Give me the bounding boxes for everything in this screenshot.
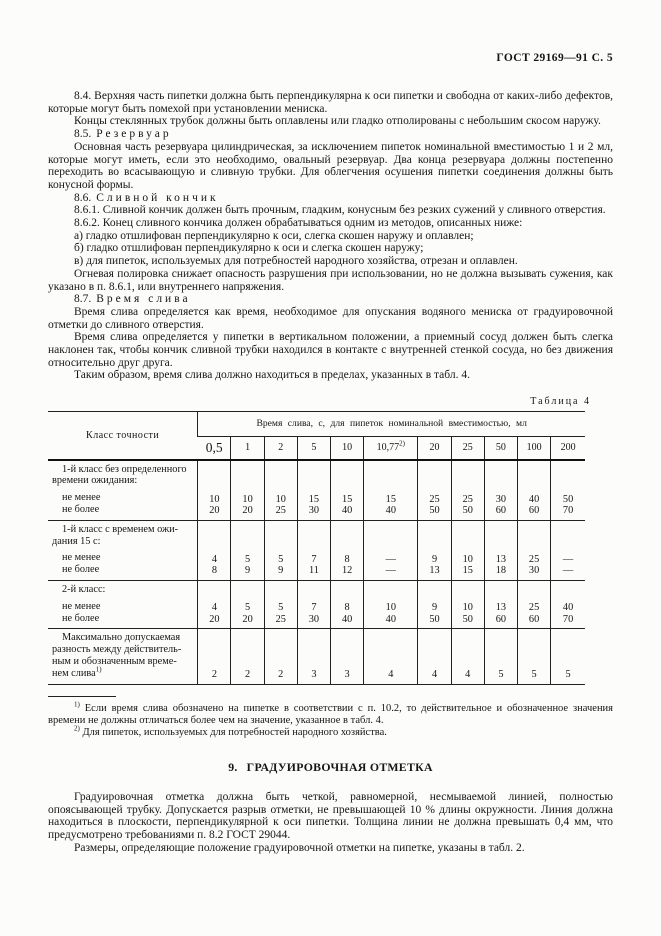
table-value-cell: 15 40: [364, 460, 418, 521]
paragraph-reservoir: Основная часть резервуара цилиндрическая, за исключением пипеток номинальной вместимостью 1 и 2 мл, которые могут иметь, если это необходимо, овальный резервуар. Два конца резервуара должны постепенно переходить во всасывающую и сливную трубки. Для облегчения осушения пипетки соединения должны быть конусной формы.: [48, 140, 613, 191]
table-value-cell: 8 40: [331, 581, 364, 629]
table-value-cell: 5 9: [264, 520, 297, 580]
subheading-title: Резервуар: [96, 128, 172, 141]
table-value-cell: 4 8: [198, 520, 231, 580]
table-group-label: 1-й класс без определенного времени ожидания: не менее не более: [48, 460, 198, 521]
table-value-cell: 10 50: [451, 581, 484, 629]
paragraph-drain-time-def: Время слива определяется как время, необходимое для опускания водяного мениска от градуировочной отметки до сливного отверстия.: [48, 305, 613, 331]
table-value-cell: 8 12: [331, 520, 364, 580]
section-9-heading: [48, 760, 613, 775]
footnote-text: Для пипеток, используемых для потребностей народного хозяйства.: [82, 727, 387, 739]
table-value-cell: 50 70: [551, 460, 585, 521]
table-value-cell: 2: [198, 629, 231, 684]
table-value-cell: — —: [364, 520, 418, 580]
table-value-cell: 25 60: [517, 581, 550, 629]
table-value-cell: 13 60: [484, 581, 517, 629]
subheading-8-5: [48, 128, 613, 141]
paragraph-8-6-2: 8.6.2. Конец сливного кончика должен обрабатываться одним из методов, описанных ниже:: [74, 217, 523, 230]
table-value-cell: 4: [451, 629, 484, 684]
subheading-title: Сливной кончик: [96, 191, 219, 204]
table-value-cell: 2: [264, 629, 297, 684]
column-header: 10,77$^{2)}$: [364, 437, 418, 460]
table-group-label: 2-й класс: не менее не более: [48, 581, 198, 629]
table-value-cell: 5 9: [231, 520, 264, 580]
table-corner-header: Класс точности: [48, 412, 198, 460]
table-row: [48, 520, 585, 580]
footnote-marker: 1): [74, 700, 80, 709]
paragraph-table-ref: Таким образом, время слива должно находиться в пределах, указанных в табл. 4.: [74, 369, 470, 382]
page-header: ГОСТ 29169—91 С. 5: [496, 52, 613, 64]
table-value-cell: 7 30: [297, 581, 330, 629]
table-value-cell: 25 50: [451, 460, 484, 521]
column-header: 50: [484, 437, 517, 460]
table-header-row-1: [48, 412, 585, 437]
table-value-cell: 9 50: [418, 581, 451, 629]
footnote-marker: 1): [95, 665, 102, 674]
list-item-b: б) гладко отшлифован перпендикулярно к оси и слегка скошен наружу;: [74, 242, 424, 255]
column-header: 10: [331, 437, 364, 460]
table-group-label: Максимально допускаемая разность между действитель- ным и обозначенным време- нем слива$^{1)}$: [48, 629, 198, 684]
paragraph-fire-polish: Огневая полировка снижает опасность разрушения при использовании, но не должна вызывать сужения, как указано в п. 8.6.1, или внутреннего напряжения.: [48, 267, 613, 293]
table-value-cell: 40 60: [517, 460, 550, 521]
table-row: [48, 460, 585, 521]
table-value-cell: 10 20: [231, 460, 264, 521]
section-number: 9.: [228, 759, 238, 774]
table-value-cell: 7 11: [297, 520, 330, 580]
table-value-cell: 3: [297, 629, 330, 684]
column-header: 100: [517, 437, 550, 460]
column-header: 5: [297, 437, 330, 460]
paragraph-8-6-1: 8.6.1. Сливной кончик должен быть прочным, гладким, конусным без резких сужений у сливного отверстия.: [74, 204, 606, 217]
table-value-cell: 40 70: [551, 581, 585, 629]
paragraph-graduation-mark: Градуировочная отметка должна быть четкой, равномерной, несмываемой линией, полностью опоясывающей трубку. Допускается разрыв отметки, не превышающей 10 % длины окружности. Линия должна находиться в плоскости, перпендикулярной к оси пипетки. Толщина линии не должна превышать 0,4 мм, что предусмотрено требованиями п. 8.2 ГОСТ 29044.: [48, 790, 613, 841]
paragraph-tube-ends: Концы стеклянных трубок должны быть оплавлены или гладко отполированы с небольшим скосом наружу.: [74, 115, 601, 128]
footnote-text: Если время слива обозначено на пипетке в соответствии с п. 10.2, то действительное и обозначенное значения времени не должны отличаться более чем на значение, указанное в табл. 4.: [48, 702, 614, 727]
table-value-cell: 5: [517, 629, 550, 684]
column-header: 200: [551, 437, 585, 460]
subheading-number: 8.5.: [74, 128, 92, 141]
table-value-cell: 10 25: [264, 460, 297, 521]
subheading-number: 8.6.: [74, 191, 92, 204]
column-header: 1: [231, 437, 264, 460]
table-row: [48, 629, 585, 684]
table-caption: Таблица 4: [530, 396, 591, 408]
table-value-cell: 5: [551, 629, 585, 684]
table-row: [48, 581, 585, 629]
subheading-number: 8.7.: [74, 293, 92, 306]
table-value-cell: 25 50: [418, 460, 451, 521]
list-item-a: а) гладко отшлифован перпендикулярно к оси, слегка скошен наружу и оплавлен;: [74, 229, 474, 242]
table-value-cell: 10 15: [451, 520, 484, 580]
table-value-cell: 5 25: [264, 581, 297, 629]
table-value-cell: 2: [231, 629, 264, 684]
footnote-2: [48, 724, 613, 739]
table-group-label: 1-й класс с временем ожи- дания 15 с: не менее не более: [48, 520, 198, 580]
table-value-cell: 25 30: [517, 520, 550, 580]
drain-time-table: [48, 411, 585, 684]
table-value-cell: 9 13: [418, 520, 451, 580]
table-value-cell: 15 30: [297, 460, 330, 521]
footnote-marker: 2): [74, 724, 80, 733]
column-header: 0,5: [198, 437, 231, 460]
table-value-cell: 5: [484, 629, 517, 684]
table-value-cell: — —: [551, 520, 585, 580]
table-value-cell: 30 60: [484, 460, 517, 521]
table-span-header: Время слива, с, для пипеток номинальной вместимостью, мл: [198, 412, 585, 437]
subheading-title: Время слива: [96, 293, 191, 306]
subheading-8-7: [48, 293, 613, 306]
section-title: ГРАДУИРОВОЧНАЯ ОТМЕТКА: [246, 759, 433, 774]
list-item-v: в) для пипеток, используемых для потребностей народного хозяйства, отрезан и оплавлен.: [74, 255, 518, 268]
footnote-marker: 2): [399, 439, 405, 448]
table-value-cell: 4: [418, 629, 451, 684]
subheading-8-6: [48, 192, 613, 205]
column-header: 2: [264, 437, 297, 460]
table-value-cell: 3: [331, 629, 364, 684]
table-value-cell: 13 18: [484, 520, 517, 580]
table-value-cell: 5 20: [231, 581, 264, 629]
paragraph-dimensions-ref: Размеры, определяющие положение градуировочной отметки на пипетке, указаны в табл. 2.: [74, 841, 525, 854]
footnote-divider: [48, 696, 116, 697]
table-value-cell: 10 20: [198, 460, 231, 521]
paragraph-8-4: 8.4. Верхняя часть пипетки должна быть перпендикулярна к оси пипетки и свободна от каких-либо дефектов, которые могут быть помехой при установлении мениска.: [48, 90, 613, 115]
paragraph-drain-time-method: Время слива определяется у пипетки в вертикальном положении, а приемный сосуд должен быть слегка наклонен так, чтобы кончик сливной трубки находился в контакте с внутренней стенкой сосуда, но без движения относительно друг друга.: [48, 331, 613, 369]
column-header: 20: [418, 437, 451, 460]
table-value-cell: 4 20: [198, 581, 231, 629]
footnote-1: [48, 700, 614, 728]
table-value-cell: 15 40: [331, 460, 364, 521]
table-value-cell: 4: [364, 629, 418, 684]
table-value-cell: 10 40: [364, 581, 418, 629]
column-header: 25: [451, 437, 484, 460]
